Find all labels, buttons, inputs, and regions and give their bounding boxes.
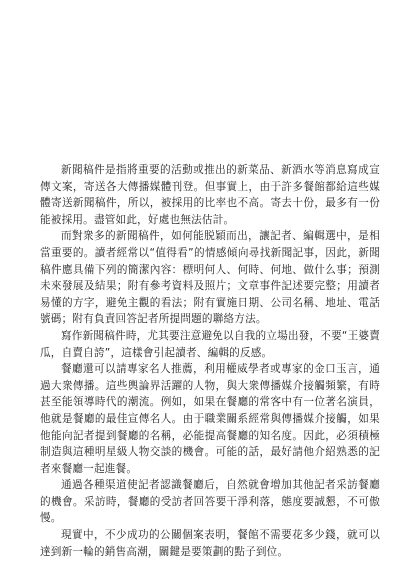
paragraph-celebrity-endorsement: 餐廳還可以請專家名人推薦，利用權威學者或專家的金口玉言，通過大衆傳播。這些輿論界活躍的人物，與大衆傳播媒介接觸頻繁，有時甚至能領導時代的潮流。例如，如果在餐廳的常客中有一位著名演員，他就是餐廳的最佳宣傳名人。由于職業關系經常與傳播媒介接觸，如果他能向記者提到餐廳的名稱，必能提高餐廳的知名度。因此，必須積極制造與這種明星級人物交談的機會。可能的話，最好請他介紹熟悉的記者來餐廳一起進餐。 — [40, 363, 380, 475]
paragraph-conclusion: 現實中，不少成功的公關個案表明，餐館不需要花多少錢，就可以達到新一輪的銷售高潮，關鍵是要策劃的點子到位。 — [40, 529, 380, 558]
paragraph-press-release-intro: 新聞稿件是指將重要的活動或推出的新菜品、新酒水等消息寫成宣傳文案，寄送各大傳播媒體刊登。但事實上，由于許多餐館都給這些媒體寄送新聞稿件，所以，被採用的比率也不高。寄去十份，最多有一份能被採用。盡管如此，好處也無法估計。 — [40, 164, 380, 226]
paragraph-press-release-content: 而對衆多的新聞稿件，如何能脱穎而出，讓記者、編輯選中，是相當重要的。讀者經常以“值得看”的情感傾向尋找新聞記事，因此，新聞稿件應具備下列的簡潔內容：標明何人、何時、何地、做什么事；預測未來發展及結果；附有參考資料及照片；文章事件記述要完整；用讀者易懂的方字，避免主觀的看法；附有實施日期、公司名稱、地址、電話號碼；附有負責回答記者所提問題的聯絡方法。 — [40, 230, 380, 326]
document-body — [40, 162, 380, 560]
paragraph-writing-tips: 寫作新聞稿件時，尤其要注意避免以自我的立場出發，不要“王婆賣瓜，自賣自誇”，這樣會引起讀者、編輯的反感。 — [40, 329, 380, 359]
paragraph-reporter-relations: 通過各種渠道使記者認識餐廳后，自然就會增加其他記者采訪餐廳的機會。采訪時，餐廳的受訪者回答要干淨利落，態度要誠懇，不可傲慢。 — [40, 479, 380, 525]
